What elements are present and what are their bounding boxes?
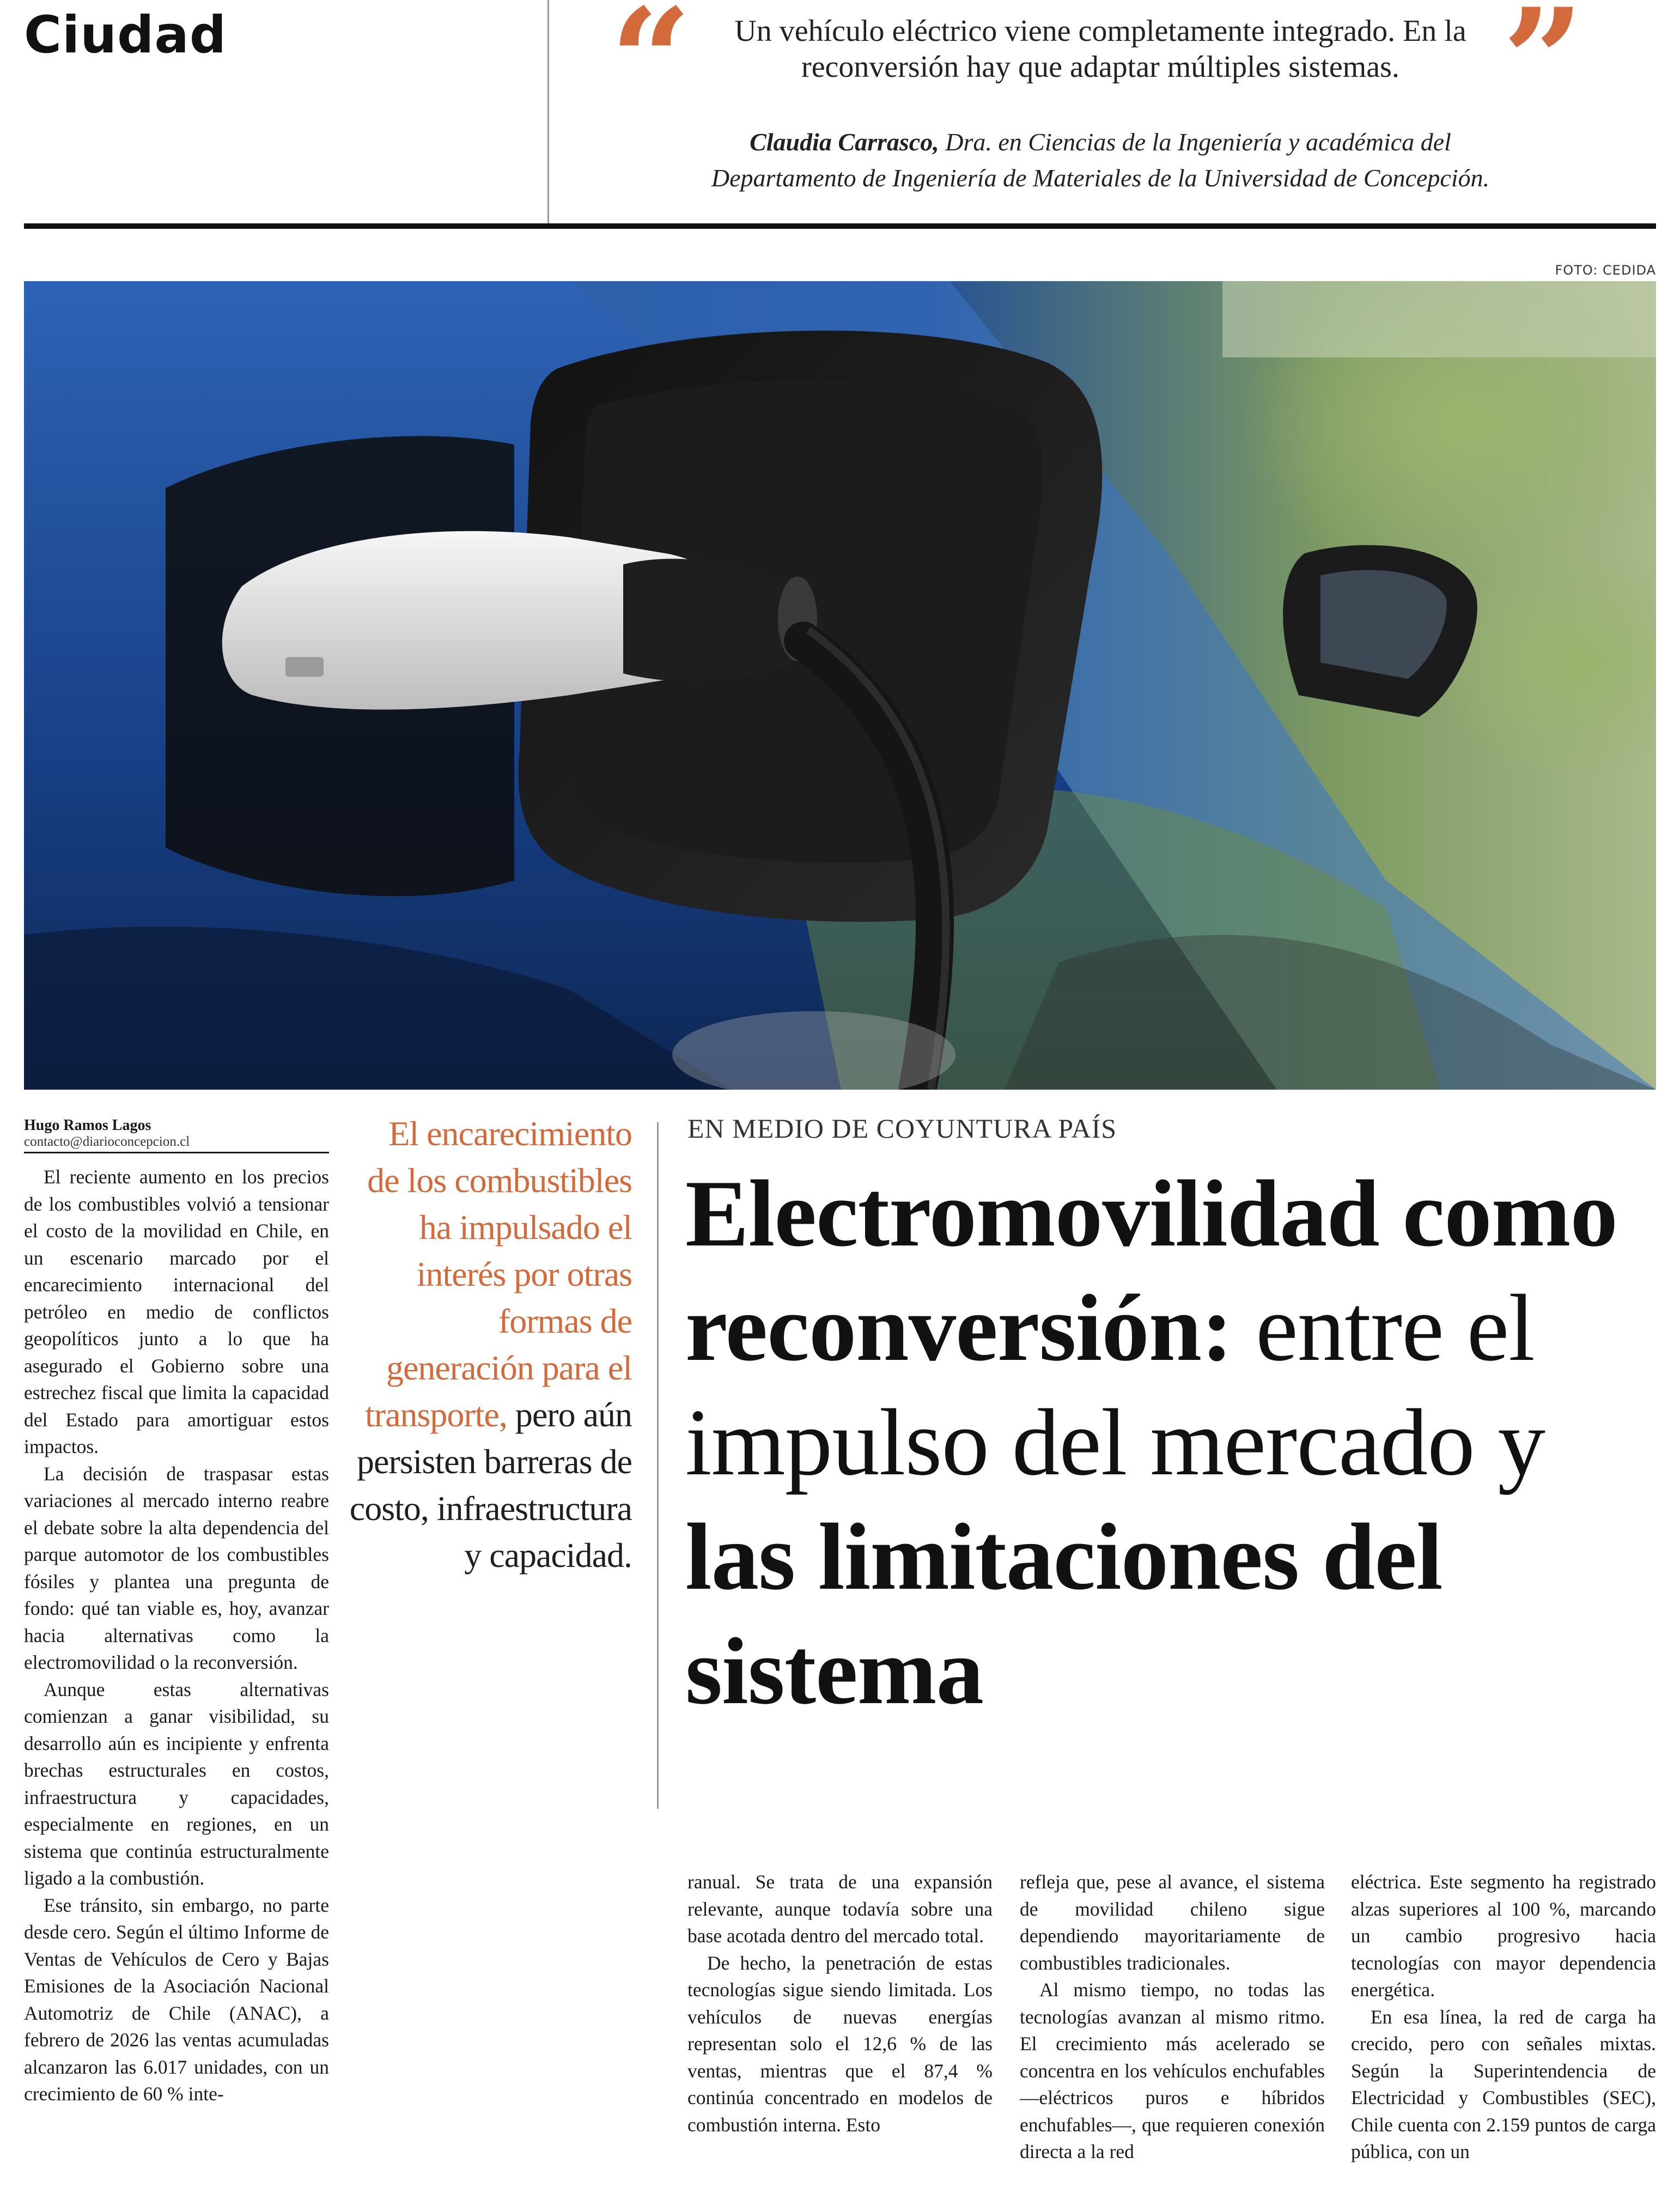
header-rule <box>24 223 1656 229</box>
close-quote-icon: ” <box>1502 0 1584 144</box>
paragraph: ranual. Se trata de una expansión relevante, aunque todavía sobre una base acotada dentro del mercado total. <box>687 1871 993 1947</box>
section-label: Ciudad <box>24 5 227 65</box>
byline-author: Hugo Ramos Lagos <box>24 1117 151 1134</box>
paragraph: De hecho, la penetración de estas tecnologías sigue siendo limitada. Los vehículos de nuevas energías representan solo el 12,6 % de las ventas, mientras que el 87,4 % continúa concentrado en modelos de combustión interna. Esto <box>687 1952 993 2136</box>
header-divider <box>547 0 549 223</box>
headline <box>685 1156 1644 1728</box>
article-column-left <box>24 1164 329 2108</box>
pull-quote-rest: pero aún persisten barreras de costo, infraestructura y capacidad. <box>349 1395 632 1575</box>
byline <box>24 1117 329 1153</box>
headline-light-part: entre el impulso del mercado y <box>685 1275 1545 1495</box>
paragraph: eléctrica. Este segmento ha registrado alzas superiores al 100 %, marcando un cambio progresivo hacia tecnologías con mayor dependencia energética. <box>1351 1871 1656 2001</box>
paragraph: En esa línea, la red de carga ha crecido, pero con señales mixtas. Según la Superintendencia de Electricidad y Combustibles (SEC), Chile cuenta con 2.159 puntos de carga pública, con un <box>1351 2006 1656 2162</box>
pull-quote-highlight: El encarecimiento de los combustibles ha impulsado el interés por otras formas de generación para el transporte, <box>364 1114 632 1434</box>
headline-bold-ending: las limitaciones del sistema <box>685 1504 1442 1724</box>
headline-bold-part: Electromovilidad como reconversión: <box>685 1160 1617 1381</box>
paragraph: Aunque estas alternativas comienzan a ganar visibilidad, su desarrollo aún es incipiente y enfrenta brechas estructurales en costos, infraestructura y capacidades, especialmente en regiones, en un sistema que continúa estructuralmente ligado a la combustión. <box>24 1678 329 1889</box>
photo-credit: FOTO: CEDIDA <box>1555 263 1656 278</box>
featured-quote: Un vehículo eléctrico viene completamente integrado. En la reconversión hay que adaptar múltiples sistemas. <box>734 14 1466 84</box>
ev-charging-photo <box>24 281 1656 1090</box>
attribution-name: Claudia Carrasco, <box>750 128 939 156</box>
paragraph: El reciente aumento en los precios de los combustibles volvió a tensionar el costo de la movilidad en Chile, en un escenario marcado por el encarecimiento internacional del petróleo en medio de conflictos geopolíticos junto a lo que ha asegurado el Gobierno sobre una estrechez fiscal que limita la capacidad del Estado para amortiguar estos impactos. <box>24 1166 329 1457</box>
paragraph: Al mismo tiempo, no todas las tecnologías avanzan al mismo ritmo. El crecimiento más acelerado se concentra en los vehículos enchufables —eléctricos puros e híbridos enchufables—, que requieren conexión directa a la red <box>1020 1979 1325 2162</box>
article-column-1 <box>687 1869 993 2138</box>
paragraph: refleja que, pese al avance, el sistema de movilidad chileno sigue dependiendo mayoritariamente de combustibles tradicionales. <box>1020 1871 1325 1974</box>
kicker: EN MEDIO DE COYUNTURA PAÍS <box>687 1113 1117 1144</box>
paragraph: La decisión de traspasar estas variaciones al mercado interno reabre el debate sobre la alta dependencia del parque automotor de los combustibles fósiles y plantea una pregunta de fondo: qué tan viable es, hoy, avanzar hacia alternativas como la electromovilidad o la reconversión. <box>24 1462 329 1673</box>
quote-attribution <box>675 124 1525 196</box>
article-column-2 <box>1020 1869 1325 2166</box>
article-column-3 <box>1351 1869 1656 2166</box>
attribution-title: Dra. en Ciencias de la Ingeniería y académica del Departamento de Ingeniería de Materiales de la Universidad de Concepción. <box>711 128 1490 192</box>
paragraph: Ese tránsito, sin embargo, no parte desde cero. Según el último Informe de Ventas de Vehículos de Cero y Bajas Emisiones de la Asociación Nacional Automotriz de Chile (ANAC), a febrero de 2026 las ventas acumuladas alcanzaron las 6.017 unidades, con un crecimiento de 60 % inte- <box>24 1894 329 2105</box>
pull-quote <box>349 1110 632 1579</box>
column-divider <box>657 1122 659 1809</box>
byline-email[interactable]: contacto@diarioconcepcion.cl <box>24 1134 190 1149</box>
open-quote-icon: “ <box>610 0 692 144</box>
